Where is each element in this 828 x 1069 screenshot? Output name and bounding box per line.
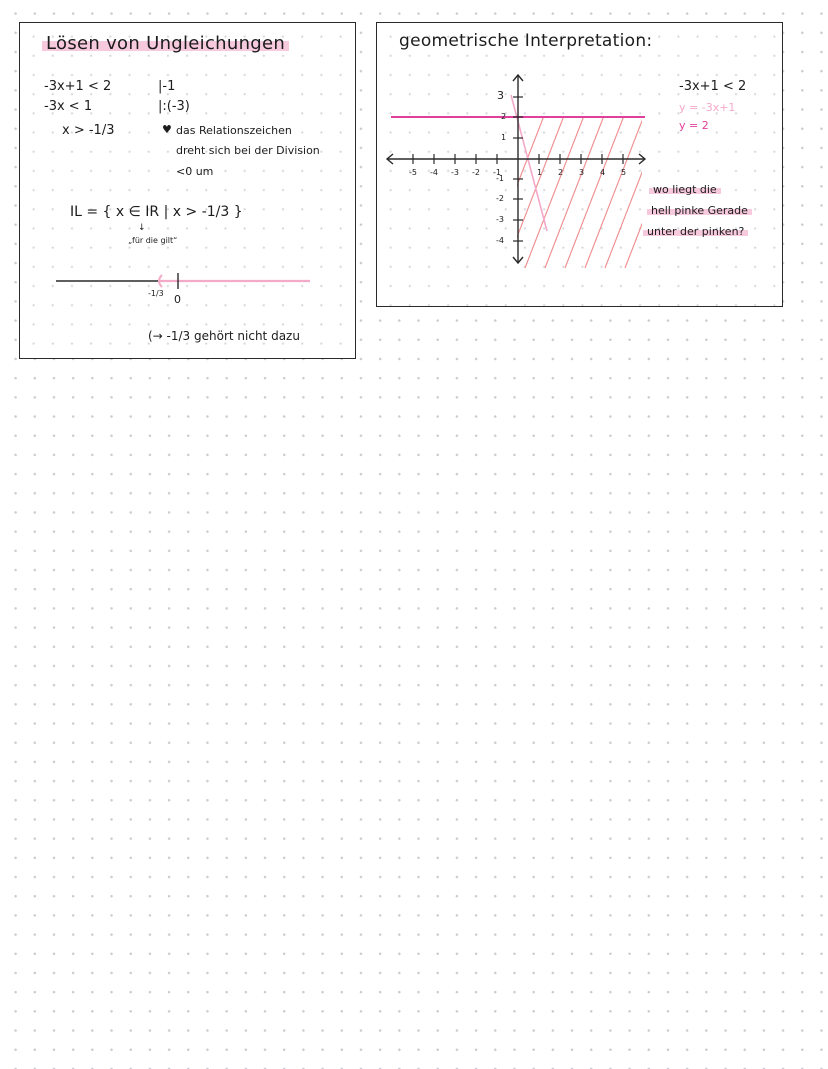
line-light-pink <box>511 95 547 231</box>
question-text-1: wo liegt die <box>649 183 721 196</box>
note-line-1: das Relationszeichen <box>176 124 292 137</box>
title-text: Lösen von Ungleichungen <box>42 33 289 54</box>
notes-card-inequalities <box>19 22 356 359</box>
x-tick-label: 2 <box>558 168 564 177</box>
card-title-geometric: geometrische Interpretation: <box>399 31 653 51</box>
question-text-3: unter der pinken? <box>643 225 748 238</box>
step-1-expr: -3x+1 < 2 <box>44 79 112 94</box>
tick-label-neg-third: -1/3 <box>148 289 164 298</box>
step-2-op: |:(-3) <box>158 99 190 114</box>
bracket-note: (→ -1/3 gehört nicht dazu <box>148 329 300 343</box>
coordinate-graph <box>377 23 784 308</box>
x-tick-label: 3 <box>579 168 585 177</box>
arrow-down-icon: ↓ <box>138 223 146 233</box>
legend-pink-line: y = 2 <box>679 119 709 132</box>
question-line-3 <box>643 225 748 238</box>
x-tick-label: 5 <box>621 168 627 177</box>
x-tick-label: -3 <box>451 168 459 177</box>
x-tick-label: -1 <box>493 168 501 177</box>
x-tick-label: -2 <box>472 168 480 177</box>
y-tick-label: 1 <box>501 133 507 142</box>
y-tick-label: -3 <box>496 215 504 224</box>
solution-set: IL = { x ∈ IR | x > -1/3 } <box>70 204 243 220</box>
heart-bullet-icon: ♥ <box>162 123 172 136</box>
note-line-2: dreht sich bei der Division <box>176 144 320 157</box>
note-line-3: <0 um <box>176 165 214 178</box>
step-2-expr: -3x < 1 <box>44 99 93 114</box>
x-tick-label: -5 <box>409 168 417 177</box>
question-line-2 <box>647 204 752 217</box>
question-text-2: hell pinke Gerade <box>647 204 752 217</box>
x-tick-label: -4 <box>430 168 438 177</box>
x-tick-label: 4 <box>600 168 606 177</box>
legend-inequality: -3x+1 < 2 <box>679 79 747 94</box>
tick-label-zero: 0 <box>174 293 181 306</box>
step-1-op: |-1 <box>158 79 176 94</box>
number-line <box>20 23 357 360</box>
question-line-1 <box>649 183 721 196</box>
step-3-expr: x > -1/3 <box>62 123 115 138</box>
y-tick-label: -4 <box>496 236 504 245</box>
notes-card-geometric <box>376 22 783 307</box>
y-tick-label: 3 <box>497 89 504 102</box>
x-tick-label: 1 <box>537 168 543 177</box>
legend-light-pink-line: y = -3x+1 <box>679 101 736 114</box>
y-tick-label: 2 <box>501 112 507 121</box>
solution-note: „für die gilt“ <box>128 236 178 245</box>
y-tick-label: -2 <box>496 194 504 203</box>
y-tick-label: -1 <box>496 174 504 183</box>
